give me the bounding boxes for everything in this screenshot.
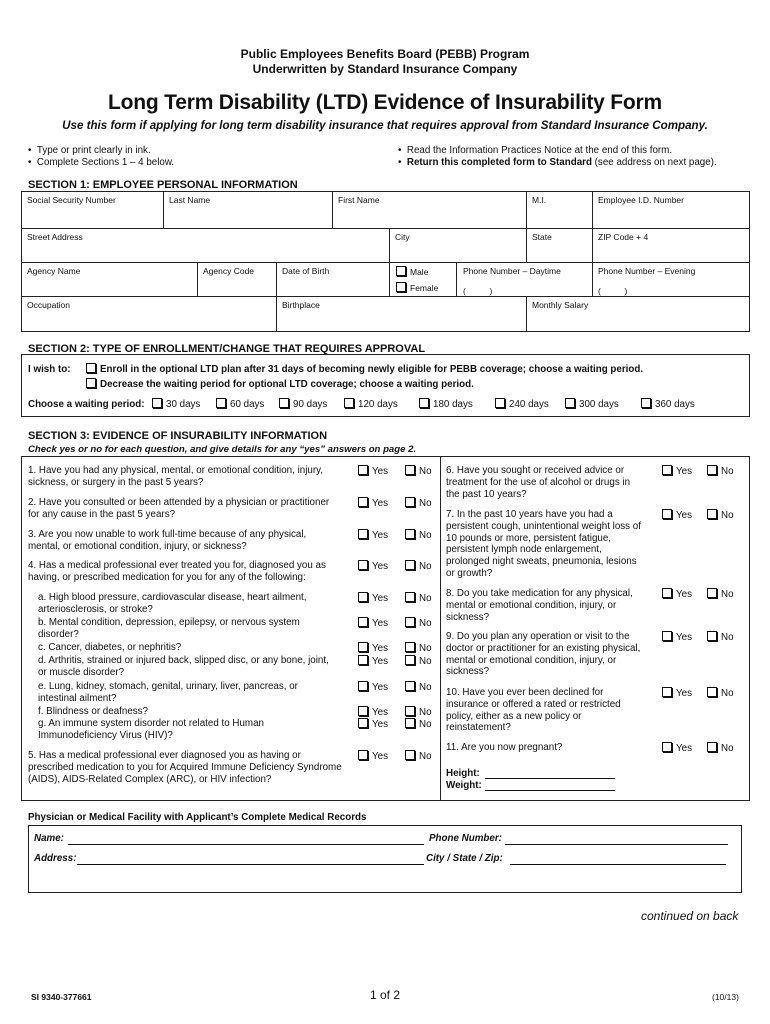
q4-yes[interactable]: Yes — [358, 560, 388, 572]
last-name-field[interactable]: Last Name — [169, 195, 211, 205]
wait-240-checkbox[interactable] — [495, 398, 505, 408]
birthplace-field[interactable]: Birthplace — [282, 300, 320, 310]
wait-180[interactable]: 180 days — [419, 398, 473, 411]
q11-no-checkbox[interactable] — [707, 742, 717, 752]
question-2: 2. Have you consulted or been attended by a physician or practitioner for any cause in the past 5 years? — [28, 497, 330, 520]
q4f-no-checkbox[interactable] — [405, 706, 415, 716]
physician-name-label: Name: — [34, 833, 64, 844]
height-input[interactable] — [485, 768, 615, 779]
wait-30[interactable]: 30 days — [152, 398, 200, 411]
weight-input[interactable] — [485, 780, 615, 791]
q4b-yes-checkbox[interactable] — [358, 617, 368, 627]
q10-no-checkbox[interactable] — [707, 687, 717, 697]
question-11: 11. Are you now pregnant? — [446, 742, 563, 753]
q4a-yes-checkbox[interactable] — [358, 592, 368, 602]
q4c-no[interactable]: No — [405, 642, 432, 654]
physician-phone-label: Phone Number: — [429, 833, 502, 844]
agency-code-field[interactable]: Agency Code — [203, 266, 255, 276]
wait-360[interactable]: 360 days — [641, 398, 695, 411]
q6-no-checkbox[interactable] — [707, 465, 717, 475]
question-10: 10. Have you ever been declined for insurance or offered a rated or restricted policy, either as a new policy or reinstatement? — [446, 687, 621, 734]
wait-120-checkbox[interactable] — [344, 398, 354, 408]
question-6: 6. Have you sought or received advice or treatment for the use of alcohol or drugs in the past 10 years? — [446, 465, 631, 500]
question-8: 8. Do you take medication for any physical, mental or emotional condition, injury, or sickness? — [446, 588, 633, 623]
question-4a: a. High blood pressure, cardiovascular disease, heart ailment, arteriosclerosis, or stroke? — [38, 592, 307, 615]
q6-yes[interactable]: Yes — [662, 465, 692, 477]
q8-no-checkbox[interactable] — [707, 588, 717, 598]
instruction-sections: Complete Sections 1 – 4 below. — [36, 156, 175, 168]
instruction-ink: Type or print clearly in ink. — [36, 145, 151, 156]
q4f-yes-checkbox[interactable] — [358, 706, 368, 716]
q2-yes-checkbox[interactable] — [358, 497, 368, 507]
instructions-right: • Read the Information Practices Notice at the end of this form. • Return this completed form to Standard (see address on next page). — [398, 145, 717, 168]
enroll-option[interactable]: Enroll in the optional LTD plan after 31 days of becoming newly eligible for PEBB coverage; choose a waiting period. — [86, 363, 643, 376]
dob-field[interactable]: Date of Birth — [282, 266, 330, 276]
wait-90-checkbox[interactable] — [279, 398, 289, 408]
continued-note: continued on back — [641, 909, 739, 923]
q9-no[interactable]: No — [707, 631, 734, 643]
q4e-no-checkbox[interactable] — [405, 681, 415, 691]
q4g-yes[interactable]: Yes — [358, 718, 388, 730]
state-field[interactable]: State — [532, 232, 552, 242]
question-4d: d. Arthritis, strained or injured back, slipped disc, or any bone, joint, or muscle disorder? — [38, 655, 329, 678]
page-number: 1 of 2 — [369, 988, 401, 1002]
q4c-yes[interactable]: Yes — [358, 642, 388, 654]
q4-yes-checkbox[interactable] — [358, 560, 368, 570]
q4a-no[interactable]: No — [405, 592, 432, 604]
q10-yes[interactable]: Yes — [662, 687, 692, 699]
wait-300-checkbox[interactable] — [565, 398, 575, 408]
question-4c: c. Cancer, diabetes, or nephritis? — [38, 642, 182, 653]
height-label: Height: — [446, 768, 480, 779]
question-4e: e. Lung, kidney, stomach, genital, urinary, liver, pancreas, or intestinal ailment? — [38, 681, 298, 704]
q4c-yes-checkbox[interactable] — [358, 642, 368, 652]
question-9: 9. Do you plan any operation or visit to the doctor or practitioner for an existing physical, mental or emotional condition, injury, or sickness? — [446, 631, 641, 678]
q3-yes[interactable]: Yes — [358, 529, 388, 541]
occupation-field[interactable]: Occupation — [27, 300, 70, 310]
physician-address-input[interactable] — [77, 853, 424, 865]
physician-city-input[interactable] — [510, 853, 726, 865]
city-field[interactable]: City — [395, 232, 410, 242]
q4e-yes[interactable]: Yes — [358, 681, 388, 693]
q5-yes[interactable]: Yes — [358, 750, 388, 762]
q4g-yes-checkbox[interactable] — [358, 718, 368, 728]
q2-yes[interactable]: Yes — [358, 497, 388, 509]
q1-yes[interactable]: Yes — [358, 465, 388, 477]
q4b-no-checkbox[interactable] — [405, 617, 415, 627]
wait-240[interactable]: 240 days — [495, 398, 549, 411]
q3-yes-checkbox[interactable] — [358, 529, 368, 539]
revision-date: (10/13) — [712, 992, 739, 1002]
q4g-no-checkbox[interactable] — [405, 718, 415, 728]
q5-yes-checkbox[interactable] — [358, 750, 368, 760]
q7-yes-checkbox[interactable] — [662, 509, 672, 519]
q9-no-checkbox[interactable] — [707, 631, 717, 641]
q7-no-checkbox[interactable] — [707, 509, 717, 519]
q4d-no[interactable]: No — [405, 655, 432, 667]
female-option[interactable]: Female — [396, 282, 438, 293]
q2-no[interactable]: No — [405, 497, 432, 509]
agency-name-field[interactable]: Agency Name — [27, 266, 81, 276]
employee-id-field[interactable]: Employee I.D. Number — [598, 195, 684, 205]
q1-yes-checkbox[interactable] — [358, 465, 368, 475]
underwriter-name: Underwritten by Standard Insurance Company — [252, 62, 518, 76]
ssn-field[interactable]: Social Security Number — [27, 195, 116, 205]
q6-yes-checkbox[interactable] — [662, 465, 672, 475]
q9-yes-checkbox[interactable] — [662, 631, 672, 641]
q4e-yes-checkbox[interactable] — [358, 681, 368, 691]
q4b-yes[interactable]: Yes — [358, 617, 388, 629]
first-name-field[interactable]: First Name — [338, 195, 380, 205]
question-5: 5. Has a medical professional ever diagnosed you as having or prescribed medication to you for Acquired Immune Deficiency Syndrome (AIDS), AIDS-Related Complex (ARC), or HIV infection? — [28, 750, 342, 785]
section2-title: SECTION 2: TYPE OF ENROLLMENT/CHANGE THAT REQUIRES APPROVAL — [28, 343, 426, 355]
male-checkbox[interactable] — [396, 266, 406, 276]
question-4b: b. Mental condition, depression, epilepsy, or nervous system disorder? — [38, 617, 300, 640]
wait-300[interactable]: 300 days — [565, 398, 619, 411]
q11-yes[interactable]: Yes — [662, 742, 692, 754]
q1-no[interactable]: No — [405, 465, 432, 477]
form-subtitle: Use this form if applying for long term disability insurance that requires approval from Standard Insurance Company. — [62, 119, 708, 132]
section3-subtitle: Check yes or no for each question, and give details for any “yes” answers on page 2. — [28, 444, 417, 455]
q11-no[interactable]: No — [707, 742, 734, 754]
q10-no[interactable]: No — [707, 687, 734, 699]
question-4g: g. An immune system disorder not related to Human Immunodeficiency Virus (HIV)? — [38, 718, 264, 741]
i-wish-label: I wish to: — [28, 364, 71, 375]
wait-60[interactable]: 60 days — [216, 398, 264, 411]
q4f-yes[interactable]: Yes — [358, 706, 388, 718]
question-3: 3. Are you now unable to work full-time because of any physical, mental, or emotional condition, injury, or sickness? — [28, 529, 307, 552]
q4-no-checkbox[interactable] — [405, 560, 415, 570]
q6-no[interactable]: No — [707, 465, 734, 477]
wait-90[interactable]: 90 days — [279, 398, 327, 411]
instruction-return: Return this completed form to Standard — [406, 156, 592, 168]
decrease-option[interactable]: Decrease the waiting period for optional LTD coverage; choose a waiting period. — [86, 378, 474, 391]
physician-phone-input[interactable] — [505, 833, 728, 845]
q4d-yes-checkbox[interactable] — [358, 655, 368, 665]
waiting-period-label: Choose a waiting period: — [28, 399, 145, 410]
wait-120[interactable]: 120 days — [344, 398, 398, 411]
q3-no-checkbox[interactable] — [405, 529, 415, 539]
physician-name-input[interactable] — [68, 833, 424, 845]
program-name: Public Employees Benefits Board (PEBB) Program — [240, 47, 530, 61]
section3-title: SECTION 3: EVIDENCE OF INSURABILITY INFORMATION — [28, 430, 328, 442]
salary-field[interactable]: Monthly Salary — [532, 300, 589, 310]
instruction-notice: Read the Information Practices Notice at the end of this form. — [406, 145, 673, 156]
q4e-no[interactable]: No — [405, 681, 432, 693]
phone-day-paren: ( ) — [463, 286, 493, 296]
form-id: SI 9340-377661 — [31, 992, 92, 1002]
q9-yes[interactable]: Yes — [662, 631, 692, 643]
q10-yes-checkbox[interactable] — [662, 687, 672, 697]
q8-no[interactable]: No — [707, 588, 734, 600]
q8-yes-checkbox[interactable] — [662, 588, 672, 598]
phone-eve-paren: ( ) — [598, 286, 628, 296]
physician-address-label: Address: — [34, 853, 77, 864]
wait-60-checkbox[interactable] — [216, 398, 226, 408]
instructions-left: • Type or print clearly in ink. • Complete Sections 1 – 4 below. — [28, 145, 175, 168]
street-address-field[interactable]: Street Address — [27, 232, 83, 242]
question-4: 4. Has a medical professional ever treated you for, diagnosed you as having, or prescribed medication for you for any of the following: — [28, 560, 326, 583]
q7-yes[interactable]: Yes — [662, 509, 692, 521]
q8-yes[interactable]: Yes — [662, 588, 692, 600]
form-title: Long Term Disability (LTD) Evidence of Insurability Form — [108, 91, 662, 114]
q4g-no[interactable]: No — [405, 718, 432, 730]
decrease-checkbox[interactable] — [86, 378, 96, 388]
q4f-no[interactable]: No — [405, 706, 432, 718]
zip-field[interactable]: ZIP Code + 4 — [598, 232, 649, 242]
q4a-no-checkbox[interactable] — [405, 592, 415, 602]
q2-no-checkbox[interactable] — [405, 497, 415, 507]
wait-30-checkbox[interactable] — [152, 398, 162, 408]
instruction-address: (see address on next page). — [591, 156, 717, 168]
q1-no-checkbox[interactable] — [405, 465, 415, 475]
q4a-yes[interactable]: Yes — [358, 592, 388, 604]
wait-180-checkbox[interactable] — [419, 398, 429, 408]
q4d-yes[interactable]: Yes — [358, 655, 388, 667]
phone-day-field[interactable]: Phone Number – Daytime — [463, 266, 561, 276]
section1-title: SECTION 1: EMPLOYEE PERSONAL INFORMATION — [28, 179, 298, 191]
q4c-no-checkbox[interactable] — [405, 642, 415, 652]
weight-label: Weight: — [446, 780, 482, 791]
physician-title: Physician or Medical Facility with Applicant’s Complete Medical Records — [28, 812, 367, 823]
q3-no[interactable]: No — [405, 529, 432, 541]
q7-no[interactable]: No — [707, 509, 734, 521]
q4b-no[interactable]: No — [405, 617, 432, 629]
female-checkbox[interactable] — [396, 282, 406, 292]
phone-eve-field[interactable]: Phone Number – Evening — [598, 266, 696, 276]
physician-city-label: City / State / Zip: — [426, 853, 503, 864]
question-1: 1. Have you had any physical, mental, or emotional condition, injury, sickness, or surgery in the past 5 years? — [28, 465, 323, 488]
mi-field[interactable]: M.I. — [532, 195, 547, 205]
enroll-checkbox[interactable] — [86, 363, 96, 373]
wait-360-checkbox[interactable] — [641, 398, 651, 408]
question-7: 7. In the past 10 years have you had a persistent cough, unintentional weight loss of 10 pounds or more, persistent fatigue, persistent lymph node enlargement, prolonged night sweats, pneumonia, lesions or growth? — [446, 509, 641, 579]
q4d-no-checkbox[interactable] — [405, 655, 415, 665]
male-option[interactable]: Male — [396, 266, 428, 277]
question-4f: f. Blindness or deafness? — [38, 706, 149, 717]
q11-yes-checkbox[interactable] — [662, 742, 672, 752]
q5-no-checkbox[interactable] — [405, 750, 415, 760]
q5-no[interactable]: No — [405, 750, 432, 762]
q4-no[interactable]: No — [405, 560, 432, 572]
